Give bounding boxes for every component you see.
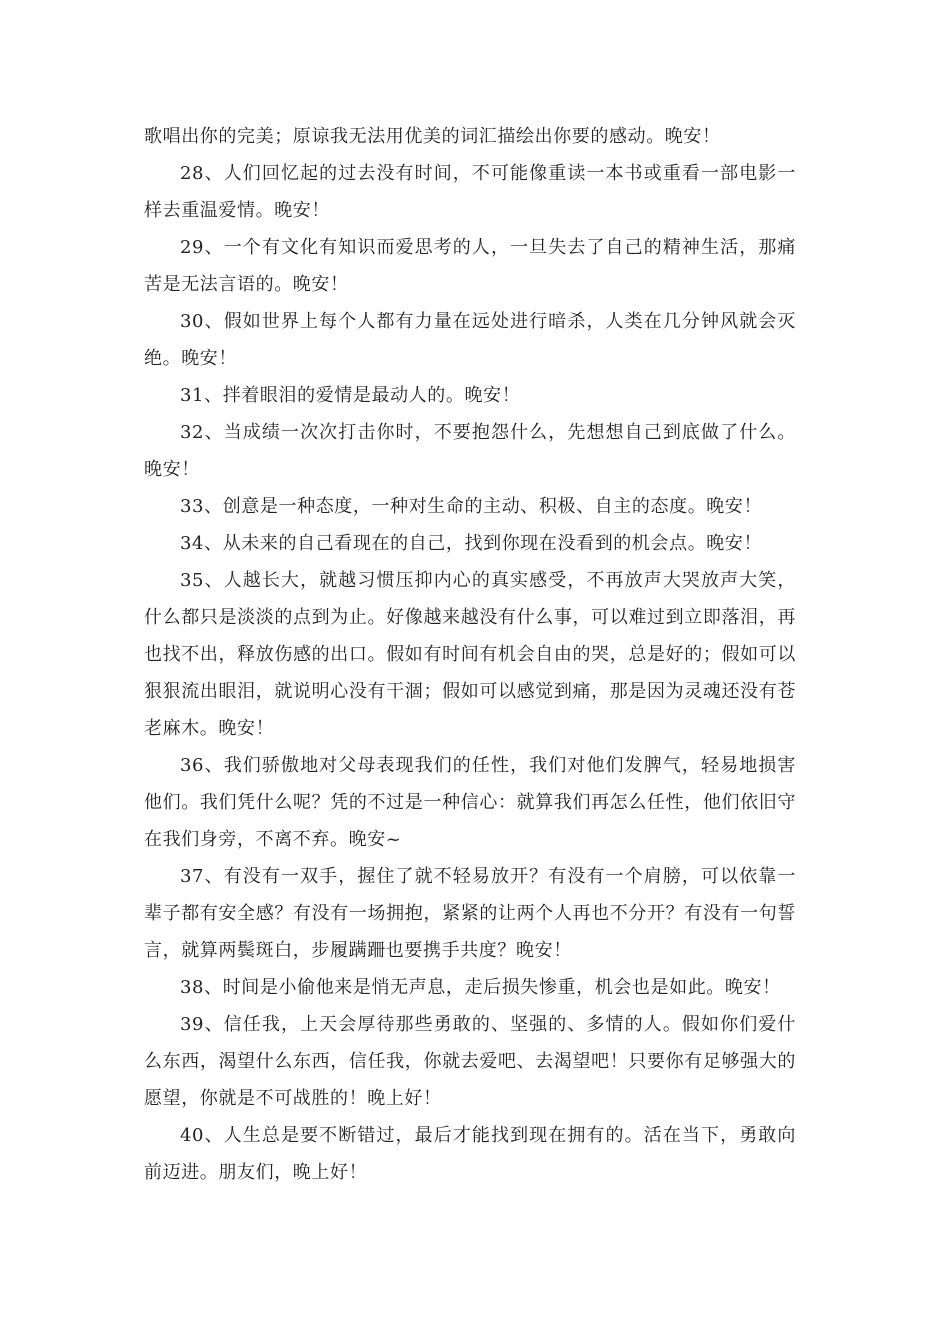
- paragraph-30: 30、假如世界上每个人都有力量在远处进行暗杀，人类在几分钟风就会灭绝。晚安！: [144, 311, 796, 369]
- paragraph-32: 32、当成绩一次次打击你时，不要抱怨什么，先想想自己到底做了什么。晚安！: [144, 422, 796, 480]
- paragraph-36: 36、我们骄傲地对父母表现我们的任性，我们对他们发脾气，轻易地损害他们。我们凭什么呢？凭的不过是一种信心：就算我们再怎么任性，他们依旧守在我们身旁，不离不弃。晚安~: [144, 755, 796, 850]
- paragraph-continued: 歌唱出你的完美；原谅我无法用优美的词汇描绘出你要的感动。晚安！: [144, 126, 721, 147]
- paragraph-31: 31、拌着眼泪的爱情是最动人的。晚安！: [180, 385, 521, 406]
- paragraph-29: 29、一个有文化有知识而爱思考的人，一旦失去了自己的精神生活，那痛苦是无法言语的。晚安！: [144, 237, 796, 295]
- document-body: [144, 118, 796, 1191]
- paragraph-33: 33、创意是一种态度，一种对生命的主动、积极、自主的态度。晚安！: [180, 496, 763, 517]
- paragraph-39: 39、信任我，上天会厚待那些勇敢的、坚强的、多情的人。假如你们爱什么东西，渴望什么东西，信任我，你就去爱吧、去渴望吧！只要你有足够强大的愿望，你就是不可战胜的！晚上好！: [144, 1014, 796, 1109]
- paragraph-28: 28、人们回忆起的过去没有时间，不可能像重读一本书或重看一部电影一样去重温爱情。晚安！: [144, 163, 796, 221]
- paragraph-37: 37、有没有一双手，握住了就不轻易放开？有没有一个肩膀，可以依靠一辈子都有安全感？有没有一场拥抱，紧紧的让两个人再也不分开？有没有一句誓言，就算两鬓斑白，步履蹒跚也要携手共度？晚安！: [144, 866, 796, 961]
- paragraph-34: 34、从未来的自己看现在的自己，找到你现在没看到的机会点。晚安！: [180, 533, 763, 554]
- paragraph-38: 38、时间是小偷他来是悄无声息，走后损失惨重，机会也是如此。晚安！: [180, 977, 781, 998]
- paragraph-35: 35、人越长大，就越习惯压抑内心的真实感受，不再放声大哭放声大笑，什么都只是淡淡的点到为止。好像越来越没有什么事，可以难过到立即落泪，再也找不出，释放伤感的出口。假如有时间有机会自由的哭，总是好的；假如可以狠狠流出眼泪，就说明心没有干涸；假如可以感觉到痛，那是因为灵魂还没有苍老麻木。晚安！: [144, 570, 796, 739]
- paragraph-40: 40、人生总是要不断错过，最后才能找到现在拥有的。活在当下，勇敢向前迈进。朋友们，晚上好！: [144, 1125, 796, 1183]
